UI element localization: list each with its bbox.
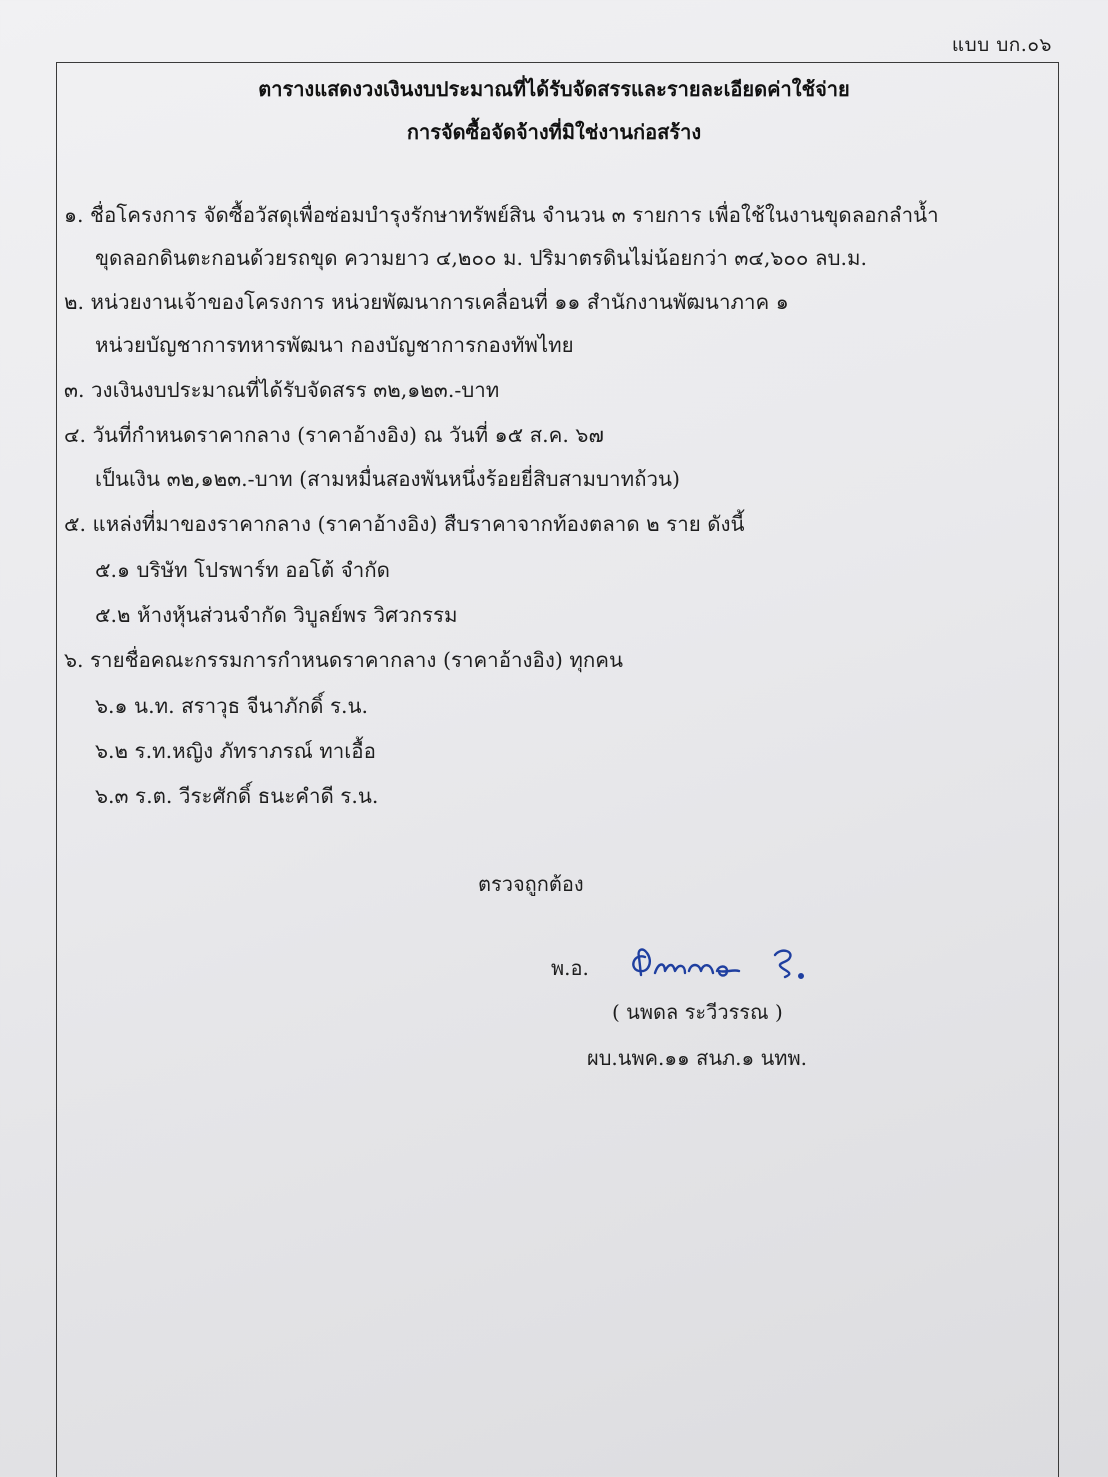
verified-label: ตรวจถูกต้อง [478,872,584,896]
document-title-line-1: ตารางแสดงวงเงินงบประมาณที่ได้รับจัดสรรและรายละเอียดค่าใช้จ่าย [258,77,850,101]
item-1-line-2: ขุดลอกดินตะกอนด้วยรถขุด ความยาว ๔,๒๐๐ ม. ปริมาตรดินไม่น้อยกว่า ๓๔,๖๐๐ ลบ.ม. [95,246,868,270]
item-5: ๕. แหล่งที่มาของราคากลาง (ราคาอ้างอิง) สืบราคาจากท้องตลาด ๒ ราย ดังนี้ [64,512,745,536]
item-2-line-1: ๒. หน่วยงานเจ้าของโครงการ หน่วยพัฒนาการเคลื่อนที่ ๑๑ สำนักงานพัฒนาภาค ๑ [64,290,789,314]
item-3: ๓. วงเงินงบประมาณที่ได้รับจัดสรร ๓๒,๑๒๓.-บาท [64,378,500,402]
item-5-1: ๕.๑ บริษัท โปรพาร์ท ออโต้ จำกัด [95,558,390,582]
item-6-3: ๖.๓ ร.ต. วีระศักดิ์ ธนะคำดี ร.น. [95,784,379,808]
signatory-position: ผบ.นพค.๑๑ สนภ.๑ นทพ. [587,1046,807,1070]
item-6: ๖. รายชื่อคณะกรรมการกำหนดราคากลาง (ราคาอ้างอิง) ทุกคน [64,648,624,672]
signatory-name: ( นพดล ระวีวรรณ ) [612,1000,783,1024]
handwritten-signature [625,935,815,995]
item-1-line-1: ๑. ชื่อโครงการ จัดซื้อวัสดุเพื่อซ่อมบำรุงรักษาทรัพย์สิน จำนวน ๓ รายการ เพื่อใช้ในงานขุดลอกลำน้ำ [64,203,939,227]
document-title-line-2: การจัดซื้อจัดจ้างที่มิใช่งานก่อสร้าง [406,120,702,144]
form-code: แบบ บก.๐๖ [951,34,1052,56]
item-4-line-2: เป็นเงิน ๓๒,๑๒๓.-บาท (สามหมื่นสองพันหนึ่งร้อยยี่สิบสามบาทถ้วน) [95,467,681,491]
item-2-line-2: หน่วยบัญชาการทหารพัฒนา กองบัญชาการกองทัพไทย [95,333,574,357]
rank-label: พ.อ. [551,956,589,980]
signature-ink [633,950,802,978]
item-5-2: ๕.๒ ห้างหุ้นส่วนจำกัด วิบูลย์พร วิศวกรรม [95,603,458,627]
item-4-line-1: ๔. วันที่กำหนดราคากลาง (ราคาอ้างอิง) ณ วันที่ ๑๕ ส.ค. ๖๗ [64,423,604,447]
item-6-1: ๖.๑ น.ท. สราวุธ จีนาภักดิ์ ร.น. [95,694,369,718]
item-6-2: ๖.๒ ร.ท.หญิง ภัทราภรณ์ ทาเอื้อ [95,739,376,763]
